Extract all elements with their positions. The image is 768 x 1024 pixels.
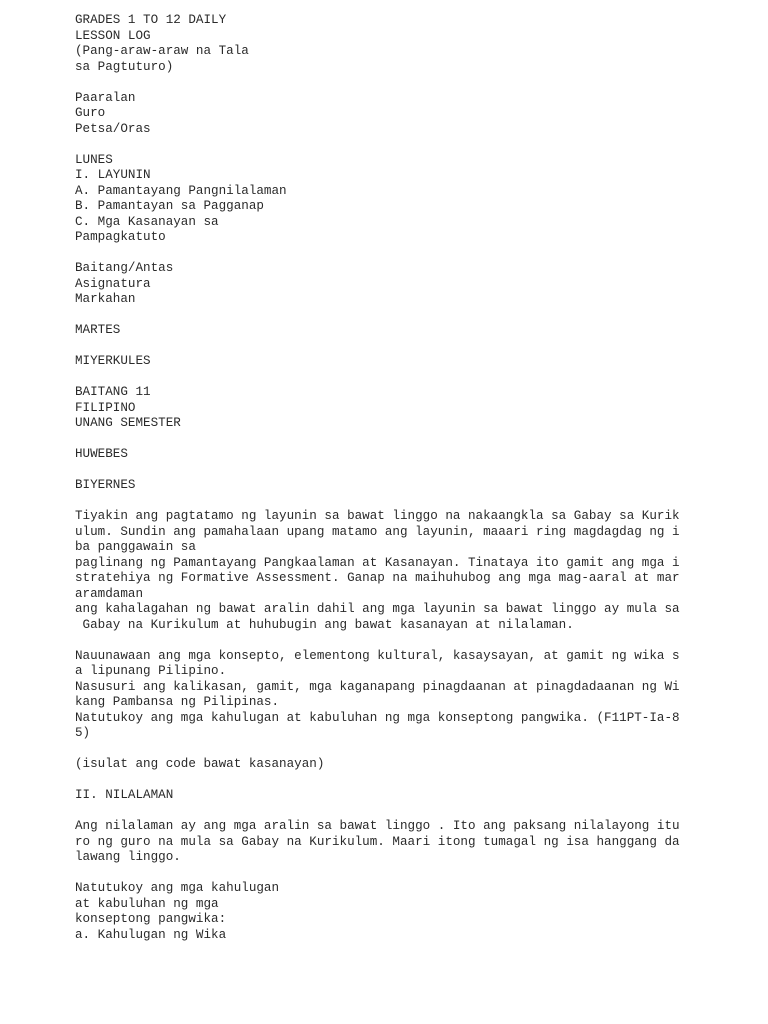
text-line: a lipunang Pilipino. — [75, 664, 227, 678]
text-line: aramdaman — [75, 586, 144, 601]
text-line: stratehiya ng Formative Assessment. Ganap na maihuhubog ang mga mag-aaral at mar — [75, 571, 680, 585]
text-line: II. NILALAMAN — [75, 788, 174, 802]
text-line: kang Pambansa ng Pilipinas. — [75, 695, 280, 709]
text-line: HUWEBES — [75, 447, 128, 461]
text-block — [75, 509, 695, 633]
text-line: paglinang ng Pamantayang Pangkaalaman at Kasanayan. Tinataya ito gamit ang mga i — [75, 555, 680, 570]
text-line: a. Kahulugan ng Wika — [75, 927, 227, 942]
text-block — [75, 323, 695, 339]
text-line: Tiyakin ang pagtatamo ng layunin sa bawat linggo na nakaangkla sa Gabay sa Kurik — [75, 509, 680, 523]
text-line: Nauunawaan ang mga konsepto, elementong kultural, kasaysayan, at gamit ng wika s — [75, 648, 680, 663]
text-line: Ang nilalaman ay ang mga aralin sa bawat linggo . Ito ang paksang nilalayong itu — [75, 819, 680, 833]
text-block — [75, 91, 695, 138]
text-line: MARTES — [75, 323, 121, 337]
text-block — [75, 757, 695, 773]
text-line: A. Pamantayang Pangnilalaman — [75, 183, 287, 198]
text-block — [75, 881, 695, 943]
text-line: FILIPINO — [75, 400, 136, 415]
text-block — [75, 354, 695, 370]
text-line: Paaralan — [75, 90, 136, 105]
text-block — [75, 788, 695, 804]
text-line: 5) — [75, 726, 91, 740]
text-line: Asignatura — [75, 276, 151, 291]
text-block — [75, 649, 695, 742]
text-line: Gabay na Kurikulum at huhubugin ang bawat kasanayan at nilalaman. — [75, 617, 574, 632]
text-line: Natutukoy ang mga kahulugan — [75, 881, 280, 895]
text-line: LUNES — [75, 152, 113, 167]
text-line: (isulat ang code bawat kasanayan) — [75, 757, 325, 771]
text-block — [75, 819, 695, 866]
text-line: Natutukoy ang mga kahulugan at kabuluhan ng mga konseptong pangwika. (F11PT-Ia-8 — [75, 710, 680, 725]
text-line: Baitang/Antas — [75, 261, 174, 275]
text-line: Pampagkatuto — [75, 230, 166, 244]
text-block — [75, 447, 695, 463]
text-line: ang kahalagahan ng bawat aralin dahil ang mga layunin sa bawat linggo ay mula sa — [75, 602, 680, 616]
lesson-log-document — [75, 13, 695, 959]
text-line: Petsa/Oras — [75, 121, 151, 136]
text-line: BIYERNES — [75, 478, 136, 492]
text-block — [75, 153, 695, 246]
text-block — [75, 13, 695, 75]
text-line: sa Pagtuturo) — [75, 59, 174, 74]
text-line: Nasusuri ang kalikasan, gamit, mga kaganapang pinagdaanan at pinagdadaanan ng Wi — [75, 679, 680, 694]
text-line: GRADES 1 TO 12 DAILY — [75, 13, 227, 27]
text-line: at kabuluhan ng mga — [75, 896, 219, 911]
text-line: ro ng guro na mula sa Gabay na Kurikulum. Maari itong tumagal ng isa hanggang da — [75, 834, 680, 849]
text-line: Markahan — [75, 292, 136, 306]
text-line: B. Pamantayan sa Pagganap — [75, 199, 264, 213]
text-block — [75, 385, 695, 432]
text-line: MIYERKULES — [75, 354, 151, 368]
text-block — [75, 478, 695, 494]
text-line: konseptong pangwika: — [75, 912, 227, 926]
text-line: Guro — [75, 106, 106, 120]
text-line: I. LAYUNIN — [75, 168, 151, 182]
text-line: lawang linggo. — [75, 850, 181, 864]
text-line: UNANG SEMESTER — [75, 416, 181, 430]
text-line: C. Mga Kasanayan sa — [75, 214, 219, 229]
text-line: (Pang-araw-araw na Tala — [75, 44, 249, 58]
text-line: LESSON LOG — [75, 28, 151, 43]
text-line: BAITANG 11 — [75, 385, 151, 399]
text-line: ba panggawain sa — [75, 540, 196, 554]
text-block — [75, 261, 695, 308]
text-line: ulum. Sundin ang pamahalaan upang matamo ang layunin, maaari ring magdagdag ng i — [75, 524, 680, 539]
